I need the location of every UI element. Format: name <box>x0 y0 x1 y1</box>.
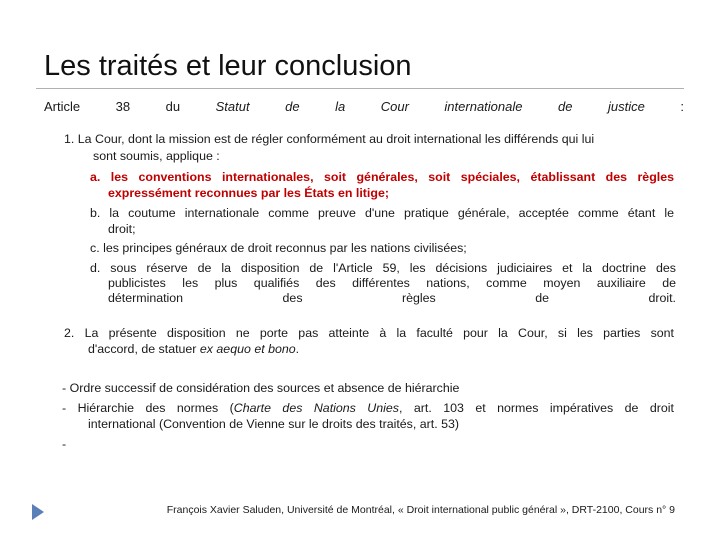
note-2-text-end: , art. 103 et normes impératives de droit <box>398 401 674 415</box>
note-1: - Ordre successif de considération des sources et absence de hiérarchie <box>62 381 460 395</box>
header-word: du <box>165 99 181 114</box>
header-word: la <box>335 99 346 114</box>
note-2-text: - Hiérarchie des normes ( <box>62 401 234 415</box>
header-word: Cour <box>380 99 409 114</box>
item-a-line1: a. les conventions internationales, soit générales, soit spéciales, établissant des règles <box>90 170 674 184</box>
note-2-line2: international (Convention de Vienne sur le droits des traités, art. 53) <box>88 417 460 431</box>
header-word: de <box>558 99 573 114</box>
header-word: Article <box>44 99 81 114</box>
article-header <box>44 99 684 114</box>
header-word: 38 <box>115 99 131 114</box>
para2-period: . <box>295 342 300 356</box>
title-divider <box>36 88 684 89</box>
footer-credit: François Xavier Saluden, Université de Montréal, « Droit international public général », DRT-2100, Cours n° 9 <box>166 504 675 516</box>
item-c-line1: c. les principes généraux de droit reconnus par les nations civilisées; <box>90 241 467 255</box>
para2-line1: 2. La présente disposition ne porte pas atteinte à la faculté pour la Cour, si les parties sont <box>64 326 674 340</box>
header-word: de <box>285 99 300 114</box>
para2-line2 <box>88 342 299 358</box>
para2-latin-phrase: ex aequo et bono <box>199 342 296 356</box>
item-b-line2: droit; <box>108 222 136 236</box>
item-d-line1: d. sous réserve de la disposition de l'Article 59, les décisions judiciaires et la doctrine des <box>90 261 676 275</box>
header-word: : <box>680 99 684 114</box>
slide-title: Les traités et leur conclusion <box>44 50 412 82</box>
note-2-line1 <box>62 401 674 417</box>
header-word: justice <box>607 99 645 114</box>
header-word: Statut <box>215 99 250 114</box>
para2-text: d'accord, de statuer <box>88 342 200 356</box>
para1-line1: 1. La Cour, dont la mission est de régler conformément au droit international les différends qui lui <box>64 132 595 146</box>
note-2-charter: Charte des Nations Unies <box>233 401 399 415</box>
item-b-line1: b. la coutume internationale comme preuve d'une pratique générale, acceptée comme étant le <box>90 206 674 220</box>
header-word: internationale <box>444 99 523 114</box>
note-3: - <box>62 437 67 451</box>
item-a-line2: expressément reconnues par les États en litige; <box>108 186 389 200</box>
item-d-line2: publicistes les plus qualifiés des différentes nations, comme moyen auxiliaire de <box>108 276 676 290</box>
item-d-line3: détermination des règles de droit. <box>108 291 676 305</box>
para1-line2: sont soumis, applique : <box>93 149 220 163</box>
